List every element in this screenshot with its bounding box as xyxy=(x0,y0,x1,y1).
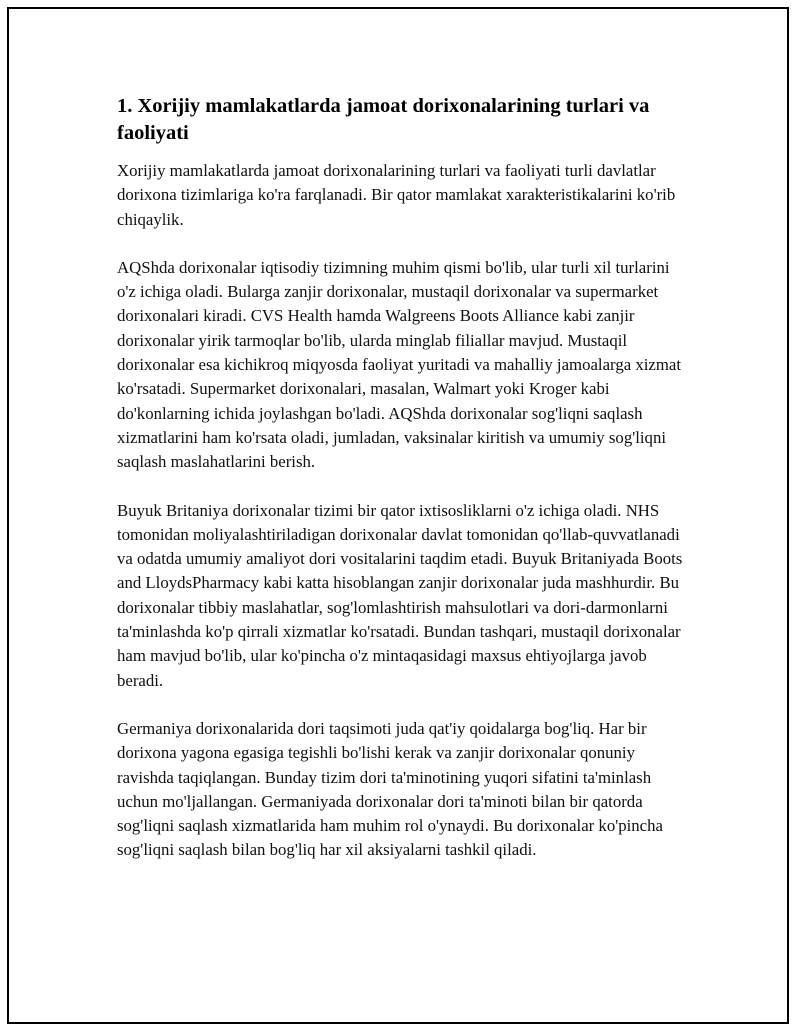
document-body xyxy=(117,93,687,887)
paragraph-uk: Buyuk Britaniya dorixonalar tizimi bir qator ixtisosliklarni o'z ichiga oladi. NHS tomonidan moliyalashtiriladigan dorixonalar davlat tomonidan qo'llab-quvvatlanadi va odatda umumiy amaliyot dori vositalarini taqdim etadi. Buyuk Britaniyada Boots and LloydsPharmacy kabi katta hisoblangan zanjir dorixonalar juda mashhurdir. Bu dorixonalar tibbiy maslahatlar, sog'lomlashtirish mahsulotlari va dori-darmonlarni ta'minlashda ko'p qirrali xizmatlar ko'rsatadi. Bundan tashqari, mustaqil dorixonalar ham mavjud bo'lib, ular ko'pincha o'z mintaqasidagi maxsus ehtiyojlarga javob beradi. xyxy=(117,500,683,690)
paragraph-usa: AQShda dorixonalar iqtisodiy tizimning muhim qismi bo'lib, ular turli xil turlarini o'z ichiga oladi. Bularga zanjir dorixonalar, mustaqil dorixonalar va supermarket dorixonalari kiradi. CVS Health hamda Walgreens Boots Alliance kabi zanjir dorixonalar yirik tarmoqlar bo'lib, ularda minglab filiallar mavjud. Mustaqil dorixonalar esa kichikroq miqyosda faoliyat yuritadi va mahalliy jamoalarga xizmat ko'rsatadi. Supermarket dorixonalari, masalan, Walmart yoki Kroger kabi do'konlarning ichida joylashgan bo'ladi. AQShda dorixonalar sog'liqni saqlash xizmatlarini ham ko'rsata oladi, jumladan, vaksinalar kiritish va umumiy sog'liqni saqlash maslahatlarini berish. xyxy=(117,257,682,472)
section-heading: 1. Xorijiy mamlakatlarda jamoat dorixonalarining turlari va faoliyati xyxy=(117,95,650,144)
paragraph-intro: Xorijiy mamlakatlarda jamoat dorixonalarining turlari va faoliyati turli davlatlar dorixona tizimlariga ko'ra farqlanadi. Bir qator mamlakat xarakteristikalarini ko'rib chiqaylik. xyxy=(117,161,676,229)
paragraph-germany: Germaniya dorixonalarida dori taqsimoti juda qat'iy qoidalarga bog'liq. Har bir dorixona yagona egasiga tegishli bo'lishi kerak va zanjir dorixonalar qonuniy ravishda taqiqlangan. Bunday tizim dori ta'minotining yuqori sifatini ta'minlash uchun mo'ljallangan. Germaniyada dorixonalar dori ta'minoti bilan bir qatorda sog'liqni saqlash xizmatlarida ham muhim rol o'ynaydi. Bu dorixonalar ko'pincha sog'liqni saqlash bilan bog'liq har xil aksiyalarni tashkil qiladi. xyxy=(117,718,663,860)
